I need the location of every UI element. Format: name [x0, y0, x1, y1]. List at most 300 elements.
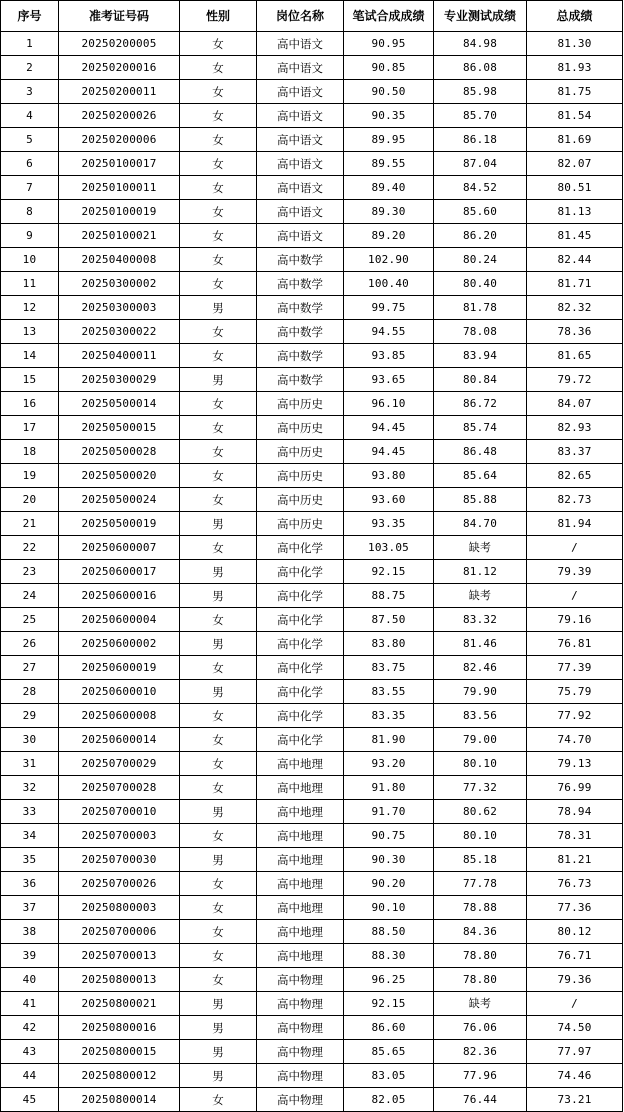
- cell-written-score: 92.15: [344, 992, 434, 1016]
- cell-position: 高中物理: [257, 968, 344, 992]
- cell-written-score: 90.30: [344, 848, 434, 872]
- cell-exam-id: 20250800003: [59, 896, 180, 920]
- cell-written-score: 94.45: [344, 440, 434, 464]
- cell-gender: 女: [180, 656, 257, 680]
- cell-total-score: 79.16: [527, 608, 623, 632]
- cell-exam-id: 20250400008: [59, 248, 180, 272]
- cell-index: 35: [1, 848, 59, 872]
- cell-professional-score: 81.12: [434, 560, 527, 584]
- cell-exam-id: 20250500028: [59, 440, 180, 464]
- cell-index: 42: [1, 1016, 59, 1040]
- cell-exam-id: 20250300002: [59, 272, 180, 296]
- cell-written-score: 93.85: [344, 344, 434, 368]
- cell-position: 高中物理: [257, 1016, 344, 1040]
- cell-total-score: 81.45: [527, 224, 623, 248]
- cell-gender: 男: [180, 296, 257, 320]
- table-row: [1, 656, 623, 680]
- cell-written-score: 83.05: [344, 1064, 434, 1088]
- cell-professional-score: 84.98: [434, 32, 527, 56]
- cell-position: 高中化学: [257, 608, 344, 632]
- cell-written-score: 83.55: [344, 680, 434, 704]
- cell-written-score: 90.75: [344, 824, 434, 848]
- cell-exam-id: 20250500015: [59, 416, 180, 440]
- cell-professional-score: 80.40: [434, 272, 527, 296]
- cell-exam-id: 20250600008: [59, 704, 180, 728]
- cell-total-score: 76.81: [527, 632, 623, 656]
- cell-index: 43: [1, 1040, 59, 1064]
- cell-position: 高中物理: [257, 1064, 344, 1088]
- cell-exam-id: 20250300003: [59, 296, 180, 320]
- cell-position: 高中数学: [257, 248, 344, 272]
- cell-index: 28: [1, 680, 59, 704]
- cell-index: 31: [1, 752, 59, 776]
- cell-gender: 女: [180, 968, 257, 992]
- cell-total-score: /: [527, 536, 623, 560]
- cell-gender: 女: [180, 416, 257, 440]
- cell-written-score: 88.30: [344, 944, 434, 968]
- cell-professional-score: 86.08: [434, 56, 527, 80]
- cell-position: 高中化学: [257, 728, 344, 752]
- cell-position: 高中历史: [257, 464, 344, 488]
- header-row: [1, 1, 623, 32]
- cell-gender: 女: [180, 1088, 257, 1112]
- cell-position: 高中历史: [257, 440, 344, 464]
- cell-professional-score: 77.96: [434, 1064, 527, 1088]
- cell-position: 高中历史: [257, 416, 344, 440]
- header-exam-id: 准考证号码: [59, 1, 180, 32]
- cell-index: 19: [1, 464, 59, 488]
- cell-exam-id: 20250200005: [59, 32, 180, 56]
- cell-exam-id: 20250200016: [59, 56, 180, 80]
- cell-professional-score: 80.10: [434, 824, 527, 848]
- cell-professional-score: 80.84: [434, 368, 527, 392]
- table-row: [1, 1040, 623, 1064]
- table-row: [1, 512, 623, 536]
- cell-index: 29: [1, 704, 59, 728]
- cell-written-score: 93.20: [344, 752, 434, 776]
- cell-gender: 女: [180, 776, 257, 800]
- table-row: [1, 728, 623, 752]
- cell-index: 24: [1, 584, 59, 608]
- cell-professional-score: 80.62: [434, 800, 527, 824]
- table-header: [1, 1, 623, 32]
- cell-position: 高中语文: [257, 224, 344, 248]
- cell-index: 12: [1, 296, 59, 320]
- cell-gender: 男: [180, 800, 257, 824]
- table-row: [1, 992, 623, 1016]
- cell-written-score: 96.25: [344, 968, 434, 992]
- table-row: [1, 248, 623, 272]
- cell-written-score: 89.20: [344, 224, 434, 248]
- cell-written-score: 90.95: [344, 32, 434, 56]
- cell-exam-id: 20250100011: [59, 176, 180, 200]
- cell-total-score: 83.37: [527, 440, 623, 464]
- cell-index: 18: [1, 440, 59, 464]
- table-row: [1, 848, 623, 872]
- cell-gender: 女: [180, 944, 257, 968]
- cell-written-score: 89.30: [344, 200, 434, 224]
- cell-exam-id: 20250700029: [59, 752, 180, 776]
- table-row: [1, 560, 623, 584]
- cell-exam-id: 20250100019: [59, 200, 180, 224]
- cell-position: 高中数学: [257, 344, 344, 368]
- cell-written-score: 92.15: [344, 560, 434, 584]
- cell-total-score: 82.93: [527, 416, 623, 440]
- cell-exam-id: 20250700028: [59, 776, 180, 800]
- cell-index: 45: [1, 1088, 59, 1112]
- table-row: [1, 176, 623, 200]
- cell-professional-score: 85.64: [434, 464, 527, 488]
- cell-written-score: 93.80: [344, 464, 434, 488]
- table-row: [1, 776, 623, 800]
- cell-exam-id: 20250500019: [59, 512, 180, 536]
- header-position: 岗位名称: [257, 1, 344, 32]
- cell-gender: 女: [180, 176, 257, 200]
- cell-exam-id: 20250700006: [59, 920, 180, 944]
- table-row: [1, 416, 623, 440]
- cell-exam-id: 20250200011: [59, 80, 180, 104]
- cell-gender: 男: [180, 632, 257, 656]
- cell-written-score: 93.65: [344, 368, 434, 392]
- cell-index: 4: [1, 104, 59, 128]
- cell-total-score: 79.36: [527, 968, 623, 992]
- cell-professional-score: 77.32: [434, 776, 527, 800]
- table-row: [1, 800, 623, 824]
- cell-index: 15: [1, 368, 59, 392]
- header-gender: 性别: [180, 1, 257, 32]
- cell-position: 高中物理: [257, 992, 344, 1016]
- cell-gender: 女: [180, 896, 257, 920]
- table-row: [1, 920, 623, 944]
- table-row: [1, 80, 623, 104]
- cell-written-score: 89.40: [344, 176, 434, 200]
- table-row: [1, 896, 623, 920]
- cell-total-score: 78.31: [527, 824, 623, 848]
- cell-gender: 女: [180, 320, 257, 344]
- cell-exam-id: 20250600004: [59, 608, 180, 632]
- cell-index: 33: [1, 800, 59, 824]
- cell-professional-score: 84.36: [434, 920, 527, 944]
- cell-position: 高中历史: [257, 488, 344, 512]
- cell-gender: 女: [180, 104, 257, 128]
- cell-index: 14: [1, 344, 59, 368]
- cell-exam-id: 20250600007: [59, 536, 180, 560]
- cell-gender: 女: [180, 128, 257, 152]
- cell-professional-score: 76.06: [434, 1016, 527, 1040]
- table-row: [1, 608, 623, 632]
- cell-total-score: 80.51: [527, 176, 623, 200]
- cell-index: 38: [1, 920, 59, 944]
- cell-index: 16: [1, 392, 59, 416]
- cell-gender: 男: [180, 992, 257, 1016]
- cell-index: 13: [1, 320, 59, 344]
- cell-position: 高中历史: [257, 392, 344, 416]
- cell-written-score: 94.45: [344, 416, 434, 440]
- cell-index: 37: [1, 896, 59, 920]
- cell-professional-score: 82.46: [434, 656, 527, 680]
- cell-exam-id: 20250500014: [59, 392, 180, 416]
- cell-exam-id: 20250700013: [59, 944, 180, 968]
- cell-index: 34: [1, 824, 59, 848]
- table-body: [1, 32, 623, 1112]
- cell-index: 25: [1, 608, 59, 632]
- cell-written-score: 89.55: [344, 152, 434, 176]
- cell-professional-score: 79.90: [434, 680, 527, 704]
- cell-position: 高中地理: [257, 872, 344, 896]
- cell-total-score: 82.65: [527, 464, 623, 488]
- table-row: [1, 272, 623, 296]
- cell-professional-score: 78.80: [434, 968, 527, 992]
- cell-gender: 男: [180, 512, 257, 536]
- table-row: [1, 344, 623, 368]
- cell-exam-id: 20250700003: [59, 824, 180, 848]
- cell-index: 5: [1, 128, 59, 152]
- cell-total-score: 80.12: [527, 920, 623, 944]
- cell-written-score: 90.10: [344, 896, 434, 920]
- table-row: [1, 296, 623, 320]
- cell-index: 36: [1, 872, 59, 896]
- cell-gender: 女: [180, 752, 257, 776]
- cell-professional-score: 78.80: [434, 944, 527, 968]
- cell-professional-score: 86.72: [434, 392, 527, 416]
- cell-index: 7: [1, 176, 59, 200]
- cell-position: 高中历史: [257, 512, 344, 536]
- cell-index: 9: [1, 224, 59, 248]
- header-written-score: 笔试合成成绩: [344, 1, 434, 32]
- cell-written-score: 91.70: [344, 800, 434, 824]
- cell-position: 高中语文: [257, 152, 344, 176]
- cell-total-score: 78.36: [527, 320, 623, 344]
- cell-index: 22: [1, 536, 59, 560]
- cell-gender: 女: [180, 704, 257, 728]
- table-row: [1, 680, 623, 704]
- cell-written-score: 90.20: [344, 872, 434, 896]
- cell-index: 21: [1, 512, 59, 536]
- cell-exam-id: 20250300022: [59, 320, 180, 344]
- table-row: [1, 752, 623, 776]
- cell-total-score: 79.39: [527, 560, 623, 584]
- cell-professional-score: 86.20: [434, 224, 527, 248]
- cell-gender: 男: [180, 584, 257, 608]
- cell-position: 高中语文: [257, 56, 344, 80]
- cell-exam-id: 20250800016: [59, 1016, 180, 1040]
- cell-total-score: /: [527, 584, 623, 608]
- table-row: [1, 824, 623, 848]
- cell-exam-id: 20250700026: [59, 872, 180, 896]
- cell-total-score: 78.94: [527, 800, 623, 824]
- cell-position: 高中地理: [257, 800, 344, 824]
- cell-exam-id: 20250600017: [59, 560, 180, 584]
- cell-index: 26: [1, 632, 59, 656]
- cell-exam-id: 20250500024: [59, 488, 180, 512]
- cell-professional-score: 84.70: [434, 512, 527, 536]
- table-row: [1, 1064, 623, 1088]
- cell-written-score: 83.80: [344, 632, 434, 656]
- cell-professional-score: 87.04: [434, 152, 527, 176]
- cell-total-score: 73.21: [527, 1088, 623, 1112]
- cell-written-score: 87.50: [344, 608, 434, 632]
- cell-exam-id: 20250600002: [59, 632, 180, 656]
- cell-position: 高中语文: [257, 104, 344, 128]
- cell-written-score: 90.50: [344, 80, 434, 104]
- table-row: [1, 872, 623, 896]
- cell-position: 高中地理: [257, 848, 344, 872]
- table-row: [1, 200, 623, 224]
- cell-gender: 男: [180, 560, 257, 584]
- cell-gender: 女: [180, 536, 257, 560]
- cell-professional-score: 85.74: [434, 416, 527, 440]
- cell-index: 32: [1, 776, 59, 800]
- cell-professional-score: 78.88: [434, 896, 527, 920]
- table-row: [1, 536, 623, 560]
- cell-gender: 男: [180, 848, 257, 872]
- cell-gender: 男: [180, 368, 257, 392]
- cell-position: 高中数学: [257, 272, 344, 296]
- cell-gender: 女: [180, 824, 257, 848]
- cell-written-score: 94.55: [344, 320, 434, 344]
- cell-index: 27: [1, 656, 59, 680]
- cell-professional-score: 80.10: [434, 752, 527, 776]
- cell-exam-id: 20250500020: [59, 464, 180, 488]
- cell-gender: 女: [180, 872, 257, 896]
- cell-total-score: 82.07: [527, 152, 623, 176]
- cell-written-score: 83.35: [344, 704, 434, 728]
- cell-written-score: 93.60: [344, 488, 434, 512]
- cell-index: 3: [1, 80, 59, 104]
- cell-gender: 女: [180, 56, 257, 80]
- cell-professional-score: 77.78: [434, 872, 527, 896]
- cell-total-score: 79.72: [527, 368, 623, 392]
- cell-total-score: 81.94: [527, 512, 623, 536]
- cell-position: 高中数学: [257, 320, 344, 344]
- cell-index: 10: [1, 248, 59, 272]
- cell-total-score: 81.65: [527, 344, 623, 368]
- cell-index: 23: [1, 560, 59, 584]
- cell-professional-score: 83.56: [434, 704, 527, 728]
- cell-index: 39: [1, 944, 59, 968]
- cell-written-score: 81.90: [344, 728, 434, 752]
- cell-index: 1: [1, 32, 59, 56]
- cell-exam-id: 20250600016: [59, 584, 180, 608]
- cell-total-score: 81.21: [527, 848, 623, 872]
- cell-position: 高中地理: [257, 920, 344, 944]
- cell-position: 高中化学: [257, 560, 344, 584]
- cell-exam-id: 20250200026: [59, 104, 180, 128]
- cell-exam-id: 20250600014: [59, 728, 180, 752]
- cell-index: 8: [1, 200, 59, 224]
- cell-gender: 女: [180, 464, 257, 488]
- cell-exam-id: 20250800013: [59, 968, 180, 992]
- cell-position: 高中语文: [257, 32, 344, 56]
- table-row: [1, 464, 623, 488]
- cell-position: 高中语文: [257, 200, 344, 224]
- cell-position: 高中数学: [257, 296, 344, 320]
- cell-total-score: 74.50: [527, 1016, 623, 1040]
- table-row: [1, 128, 623, 152]
- cell-position: 高中化学: [257, 536, 344, 560]
- cell-written-score: 85.65: [344, 1040, 434, 1064]
- cell-professional-score: 86.18: [434, 128, 527, 152]
- table-row: [1, 152, 623, 176]
- cell-index: 11: [1, 272, 59, 296]
- cell-total-score: 76.99: [527, 776, 623, 800]
- cell-total-score: /: [527, 992, 623, 1016]
- cell-written-score: 90.35: [344, 104, 434, 128]
- cell-professional-score: 85.60: [434, 200, 527, 224]
- cell-exam-id: 20250100017: [59, 152, 180, 176]
- cell-professional-score: 81.78: [434, 296, 527, 320]
- cell-written-score: 102.90: [344, 248, 434, 272]
- cell-position: 高中化学: [257, 656, 344, 680]
- cell-exam-id: 20250800021: [59, 992, 180, 1016]
- table-row: [1, 56, 623, 80]
- cell-professional-score: 85.88: [434, 488, 527, 512]
- cell-total-score: 81.30: [527, 32, 623, 56]
- cell-professional-score: 86.48: [434, 440, 527, 464]
- cell-total-score: 82.44: [527, 248, 623, 272]
- cell-total-score: 77.39: [527, 656, 623, 680]
- cell-total-score: 81.75: [527, 80, 623, 104]
- cell-professional-score: 83.32: [434, 608, 527, 632]
- table-row: [1, 1088, 623, 1112]
- cell-position: 高中化学: [257, 680, 344, 704]
- cell-written-score: 99.75: [344, 296, 434, 320]
- cell-gender: 女: [180, 152, 257, 176]
- cell-exam-id: 20250800012: [59, 1064, 180, 1088]
- cell-professional-score: 76.44: [434, 1088, 527, 1112]
- cell-gender: 女: [180, 272, 257, 296]
- cell-professional-score: 85.18: [434, 848, 527, 872]
- cell-position: 高中地理: [257, 776, 344, 800]
- cell-total-score: 74.46: [527, 1064, 623, 1088]
- cell-gender: 男: [180, 1040, 257, 1064]
- cell-professional-score: 缺考: [434, 992, 527, 1016]
- cell-exam-id: 20250700010: [59, 800, 180, 824]
- cell-written-score: 90.85: [344, 56, 434, 80]
- cell-written-score: 88.75: [344, 584, 434, 608]
- cell-total-score: 77.36: [527, 896, 623, 920]
- cell-total-score: 77.97: [527, 1040, 623, 1064]
- cell-total-score: 79.13: [527, 752, 623, 776]
- cell-written-score: 88.50: [344, 920, 434, 944]
- cell-position: 高中化学: [257, 704, 344, 728]
- cell-written-score: 96.10: [344, 392, 434, 416]
- header-professional-score: 专业测试成绩: [434, 1, 527, 32]
- table-row: [1, 392, 623, 416]
- cell-gender: 男: [180, 680, 257, 704]
- cell-professional-score: 缺考: [434, 536, 527, 560]
- cell-written-score: 91.80: [344, 776, 434, 800]
- cell-total-score: 75.79: [527, 680, 623, 704]
- cell-exam-id: 20250600010: [59, 680, 180, 704]
- cell-exam-id: 20250200006: [59, 128, 180, 152]
- cell-gender: 男: [180, 1016, 257, 1040]
- cell-index: 41: [1, 992, 59, 1016]
- cell-position: 高中语文: [257, 80, 344, 104]
- cell-total-score: 76.71: [527, 944, 623, 968]
- cell-gender: 女: [180, 920, 257, 944]
- cell-total-score: 77.92: [527, 704, 623, 728]
- cell-position: 高中地理: [257, 896, 344, 920]
- cell-written-score: 89.95: [344, 128, 434, 152]
- cell-index: 2: [1, 56, 59, 80]
- cell-position: 高中地理: [257, 824, 344, 848]
- cell-total-score: 82.32: [527, 296, 623, 320]
- header-total-score: 总成绩: [527, 1, 623, 32]
- table-row: [1, 224, 623, 248]
- cell-written-score: 83.75: [344, 656, 434, 680]
- cell-gender: 女: [180, 488, 257, 512]
